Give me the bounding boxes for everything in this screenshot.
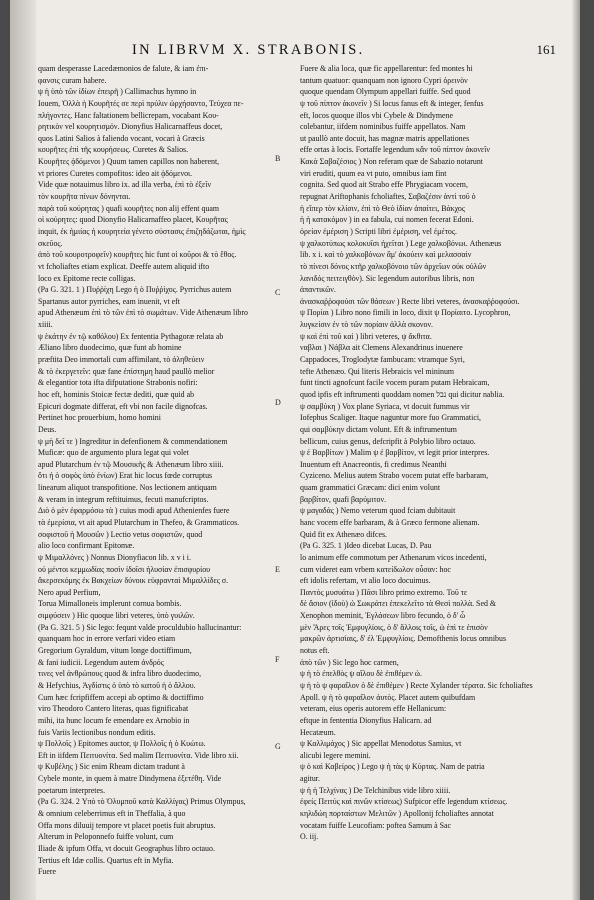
text-line: κηλιδώη πορταίστων Μελιτῶν ) Apollonij fcholiaftes annotat	[300, 809, 494, 818]
text-line: λανιδός πειτειγθὸν). Sic legendum autoribus libris, non	[300, 273, 475, 283]
text-line: & elegantior tota ifta difputatione Strabonis nofiri:	[38, 378, 198, 388]
text-line: lib. x i. καὶ τὸ χαλκοβόνων ἅμ' ἀκούειν καὶ μελασσαίν	[300, 250, 472, 260]
text-line: poetarum interpretes.	[38, 785, 106, 795]
text-line: Alterum in Peloponnefo fuiffe volunt, cum	[38, 832, 174, 842]
text-line: (Pa G. 324. 2 Υπὸ τὸ Ὀλυμποῦ κατὰ Καλλίγας) Primus Olympus,	[38, 797, 246, 807]
text-line: ψ ἐ Βαρβίτων ) Malim ψ ἐ βαρβίτον, vt legit prior interpres.	[300, 448, 490, 458]
text-line: & veram in integrum reftituimus, fecuti manufcriptos.	[38, 494, 209, 504]
text-line: apud Plutarchum ἐν τῷ Μουσικῆς & Athenæum libro xiiii.	[38, 459, 224, 469]
margin-letter: B	[275, 154, 281, 163]
text-line: ὅτι ἡ ὁ σοφὸς ὑπὸ ἐνίων) Erat hic locus fœde corruptus	[38, 471, 213, 481]
text-line: Pertinet hoc prouerbium, homo homini	[38, 413, 161, 423]
text-line: σοφιστοῦ ἡ Μουσῶν ) Lectio vetus σοφιστῶν, quod	[38, 529, 203, 539]
text-line: ψ ἡ τὸ ψ φαραΐλον ὁ δὲ ἐπιθέμεν ) Recte Xylander τέρατα. Sic fcholiaftes	[300, 680, 533, 690]
text-line: ρητικὸν vel κουρητισμόν. Dionyfius Halicarnaffeus docet,	[38, 122, 223, 132]
text-line: viri eruditi, quum ea vt puto, omnibus iam fint	[300, 168, 447, 178]
text-line: hanc vocem effe barbaram, & à Græco fermone alienam.	[300, 517, 480, 527]
text-line: Cyziceno. Melius autem Strabo vocem putat effe barbaram,	[300, 471, 489, 481]
text-line: ψ καὶ ἐπὶ τοῦ καὶ ) libri veteres, ψ ἄκθιτα.	[300, 331, 432, 341]
text-line: ψ χαλκοτύπως κολοκυῖσι ἠχεῖται ) Lege χαλκοβόνωι. Athenæus	[300, 238, 502, 248]
text-line: præftita Deo immortali cum affimilant, τὸ ἀληθεύειν	[38, 355, 205, 365]
text-line: tantum quatuor: quanquam non ignoro Cypri ὀρεινὸν	[300, 75, 468, 85]
page-number: 161	[536, 42, 556, 57]
text-line: tefte Athenæo. Qui literis Hebraicis vel mininum	[300, 366, 455, 376]
text-line: Nero apud Perfium,	[38, 587, 101, 597]
text-line: agitur.	[300, 774, 320, 784]
left-column	[38, 63, 270, 878]
text-line: ψ σαμβύκη ) Vox plane Syriaca, vt docuit fummus vir	[300, 401, 470, 411]
text-line: notus eft.	[300, 646, 330, 656]
text-line: ἄκερσεκόμης ἐκ Βακχείων δύνοικ εὐφρανταὶ Μιμαλλίδες σ.	[38, 576, 229, 586]
text-line: viro Theodoro Cantero literas, quas fignificabat	[38, 704, 189, 714]
text-line: lo animum effe commotum per Athenarum vicos incedenti,	[300, 552, 487, 562]
text-line: πλήγοντες. Hanc faltationem bellicrepam, vocabant Κου-	[38, 110, 219, 120]
text-line: ναβλαι ) Νάβλα ait Clemens Alexandrinus inuenere	[300, 343, 463, 353]
text-line: eftque in fententia Dionyfius Halicarn. ad	[300, 715, 432, 725]
text-line: Cybele monte, in quem à matre Dindymena ἐξετέθη. Vide	[38, 774, 222, 784]
text-line: (Pa G. 325. 1 )Ideo dicebat Lucas, D. Pau	[300, 541, 432, 551]
text-line: ψ ἑκάτην ἐν τῷ καθόλου) Ex fententia Pythagoræ relata ab	[38, 331, 224, 341]
text-line: Κακὰ Σαβαζέσιος ) Non referam quæ de Sabazio notarunt	[300, 157, 483, 167]
text-line: τὸν κουρῆτα πίνων δόνηνται.	[38, 192, 131, 202]
text-line: veteram, eius operis autorem effe Hellanicum:	[300, 704, 447, 714]
text-line: Inuentum eft Anacreontis, fi credimus Neanthi	[300, 459, 447, 469]
text-line: & τὸ ἐκεργετεῖν: quæ fane ἐπίστημη haud paullò melior	[38, 366, 215, 376]
text-line: apud Athenæum ἐπὶ τὸ τῶν ἐπὶ τὸ σωμάτων. Vide Athenæum libro	[38, 308, 248, 318]
text-line: μακρῶν ἀρτισίαις, δ' ἐλ Ἐμφυγλίοις. Demofthenis locus omnibus	[300, 634, 507, 644]
text-line: Æliano libro duodecimo, quæ funt ab homine	[38, 343, 182, 353]
text-line: Fuere	[38, 867, 56, 877]
margin-letter: C	[275, 288, 281, 297]
text-line: ὀρείαν ἐμέριση ) Scripti libri ἐμέριση, vel ἐμέτος.	[300, 226, 457, 236]
text-line: Gregorium Gyraldum, vitum longe doctiffimum,	[38, 646, 192, 656]
text-line: Torua Mimalloneis implerunt cornua bombis.	[38, 599, 182, 609]
page-header	[40, 42, 556, 62]
text-line: loco ex Epitome recte colligas.	[38, 273, 136, 283]
text-line: ψ Πορίαι ) Libro nono fimili in loco, dixit ψ Πορίαιτο. Lycophron,	[300, 308, 511, 318]
text-line: ψ μὴ δεῖ τε ) Ingreditur in defenfionem & commendationem	[38, 436, 228, 446]
text-line: φανσις curam habere.	[38, 75, 107, 85]
text-line: quos Latini Salios à faliendo vocant, vocari à Græcis	[38, 133, 205, 143]
text-line: bellicum, cuius genus, defcripfit à Polybio libro octauo.	[300, 436, 476, 446]
text-line: cognita. Sed quod ait Strabo effe Phrygiacam vocem,	[300, 180, 468, 190]
text-line: vt priores Curetes compofitos: ideo ait ᾀδόμενοι.	[38, 168, 193, 178]
text-line: fuis Variis lectionibus nondum editis.	[38, 727, 156, 737]
text-line: (Pa G. 321. 5 ) Sic lego: fequnt valde proculdubio hallucinantur:	[38, 622, 242, 632]
text-line: quanquam hoc in errore verfari video etiam	[38, 634, 176, 644]
page-binding-shadow	[10, 0, 36, 900]
text-line: ἀπὸ τῶν ) Sic lego hoc carmen,	[300, 657, 399, 667]
text-line: Fuere & alia loca, quæ fic appellarentur: fed montes hi	[300, 64, 473, 73]
text-line: ψ τοῦ πίπτον ἀκονεῖν ) Si locus fanus eft & integer, fenfus	[300, 98, 484, 108]
text-line: Xenophon meminit, Ἐγλάσεων libro fecundo, ὁ δ' ὦ	[300, 611, 466, 621]
text-line: Spartanus autor pyrriches, eam inuenit, vt eft	[38, 296, 180, 306]
text-line: ψ ἡ τὸ ἐπελθὸς ψ αἴλου δὲ ἐπιθέμεν ὡ.	[300, 669, 422, 679]
text-line: ψ μαγαδάς ) Nemo veterum quod fciam dubitauit	[300, 506, 456, 516]
text-line: Eft in iifdem Πειτυονίτα. Sed malim Πειτυονίτα. Vide libro xii.	[38, 750, 239, 760]
text-line: ψ ἡ ὑπὸ τῶν ἰδίων ἐπειρῆ ) Callimachus hymno in	[38, 87, 197, 97]
text-line: ψ ἡ ἡ Τελχίνας ) De Telchinibus vide libro xiiii.	[300, 785, 451, 795]
text-line: colebantur, iifdem nominibus fuiffe appellatos. Nam	[300, 122, 466, 132]
text-line: Muficæ: quo de argumento plura legat qui volet	[38, 448, 189, 458]
text-line: alio loco confirmant Epitomæ.	[38, 541, 135, 551]
text-line: & fani iudicii. Legendum autem ἀνδρός	[38, 657, 164, 667]
margin-letter: D	[275, 398, 281, 407]
text-line: quam grammatici Græcam: dici enim volunt	[300, 483, 441, 493]
text-line: βαρβίτον, quafi βαρύμιτον.	[300, 494, 387, 504]
text-line: Διὸ ὁ μὲν ἐφαρμόσω τὰ ) cuius modi apud Athenienfes fuere	[38, 506, 230, 516]
text-line: τὰ ἐμερίσια, vt ait apud Plutarchum in Thefeo, & Grammaticos.	[38, 517, 240, 527]
text-line: ψ Μιμαλλόνες ) Nonnus Dionyfiacon lib. x v i i.	[38, 552, 191, 562]
text-line: ἀπαντικῶν.	[300, 285, 336, 295]
text-line: λυγκείσιν ἐν τὸ τῶν πορίαιν ἀλλὰ σκονον.	[300, 320, 433, 330]
text-line: (Pa G. 321. 1 ) Πυῤῥίχη Lego ἡ ὁ Πυῤῥίχος. Pyrrichus autem	[38, 285, 232, 295]
text-line: cum videret eam vrbem κατείδωλον οὖσαν: hoc	[300, 564, 451, 574]
text-line: τινες vel ἀνθρώπους quod & infra libro duodecimo,	[38, 669, 202, 679]
book-page	[10, 0, 580, 900]
running-title: IN LIBRVM X. STRABONIS.	[132, 42, 365, 58]
text-line: ψ Κυβέλης ) Sic enim Rheam dictam tradunt à	[38, 762, 185, 772]
text-line: Κουρῆτες ᾀδόμενοι ) Quum tamen capillos non haberent,	[38, 157, 220, 167]
text-line: repugnat Ariftophanis fcholiaftes, Σαβαζέσιν ἀντὶ τοῦ ὁ	[300, 192, 476, 202]
text-line: ἀνασκαῤῥοφούσι τῶν θάσεων ) Recte libri veteres, ἀνασκαῤῥοφούσι.	[300, 296, 520, 306]
text-line: σκεῦος.	[38, 238, 63, 248]
text-line: Apoll. ψ ἡ τὸ φαραΐλον ἀυτὸς. Placet autem quibufdam	[300, 692, 476, 702]
text-line: mihi, ita hunc locum fe emendare ex Arnobio in	[38, 715, 190, 725]
text-line: Quid fit ex Athenæo difces.	[300, 529, 388, 539]
text-line: Iliade & ipfum Offa, vt docuit Geographus libro octauo.	[38, 843, 215, 853]
margin-letter: G	[275, 742, 281, 751]
text-line: funt tincti agnofcunt facile vocem puram putam Hebraicam,	[300, 378, 490, 388]
text-line: vocatam fuiffe Leucofiam: poftea Samum à Sac	[300, 820, 452, 830]
page-edge-shadow	[572, 0, 580, 900]
text-line: τὸ πίνεσι δόνος κτῆρ χαλκοβόνοιο τῶν ἀρχεῖων οὐκ οὐλῶν	[300, 261, 487, 271]
margin-letter: F	[275, 655, 280, 664]
text-line: Iouem, Ὀλλὰ ἡ Κουρῆτές σε περὶ πρύλιν ὠρχήσαντο, Τεύχεα πε-	[38, 98, 244, 108]
text-line: eft idolis refertam, vt alio loco docuimus.	[300, 576, 431, 586]
text-line: ψ ὁ καὶ Καβείρος ) Lego ψ ἡ τὰς ψ Κύρτας. Nam de patria	[300, 762, 485, 772]
text-line: οὐ μέντοι κεμμωδίας ποσὶν ἰδοῖσι ἡλυσίαν ἐπισφυρίου	[38, 564, 211, 574]
text-line: O. iij.	[300, 832, 319, 842]
text-line: & omnium celeberrimus eft in Theffalia, à quo	[38, 809, 186, 818]
text-line: effe ortas à locis. Fortaffe legendum κἂν τοῦ πίπτον ἀκονεῖν	[300, 145, 490, 155]
text-line: Παντὸς μυσυάτω ) Πᾶσι libro primo extremo. Τοῦ τε	[300, 587, 468, 597]
text-line: κουρῆτες ἐπὶ τῆς κουρήσεως. Curetes & Salios.	[38, 145, 189, 155]
margin-letter: E	[275, 565, 280, 574]
text-line: Vide quæ notauimus libro ix. ad illa verba, ἐπὶ τὸ ἐξεῖν	[38, 180, 212, 190]
text-line: δὲ ἅσιον (ἰδοὺ) ὡ Σωκράτει ἐπεκελεῖτο τὰ Θεσὶ πολλὰ. Sed &	[300, 599, 496, 609]
text-line: ψ Πολλοῖς ) Epitomes auctor, ψ Πολλοῖς ἡ ὁ Κυώτω.	[38, 739, 206, 749]
text-line: qui σαμβύκην dictam volunt. Eft & inftrumentum	[300, 424, 457, 434]
text-line: inquit, ἐκ ἡμιίας ἡ κουρητεία γένετο σύστασις ἐπιζηδάζωται, ἡμὶς	[38, 226, 246, 236]
text-line: Hecatæum.	[300, 727, 336, 737]
text-line: ἡ ἡ κατακόμον ) in ea fabula, cui nomen fecerat Edoni.	[300, 215, 474, 225]
text-line: οἱ κούρητες: quod Dionyfio Halicarnaffeo placet, Κουρῆτας	[38, 215, 228, 225]
text-line: ψ Καλλιμάχος ) Sic appellat Menodotus Samius, vt	[300, 739, 462, 749]
text-line: Epicuri dogmate differat, eft vbi non facile dignofcas.	[38, 401, 208, 411]
text-line: Iofephus Scaliger. Itaque naguntur more fuo Grammatici,	[300, 413, 481, 423]
text-line: Tertius eft Idæ collis. Quartus eft in Myfia.	[38, 855, 174, 865]
text-line: σιμφύσειν ) Hic quoque libri veteres, ὑπὸ γυιλῶν.	[38, 611, 195, 621]
text-line: quam desperasse Lacedæmonios de falute, & iam ἐπι-	[38, 64, 209, 73]
text-line: hoc eft, hominis Stoicæ fectæ dediti, quæ quid ab	[38, 389, 195, 399]
text-line: Offa mons diluuij tempore vt placet poetis fuit abruptus.	[38, 820, 216, 830]
text-line: eft, locos quoque illos vbi Cybele & Dindymene	[300, 110, 453, 120]
text-line: Cum hæc fcripfiffem accepi ab optimo & doctiffimo	[38, 692, 204, 702]
text-line: ἐφείς Πειτύς καὶ πινῶν κτίσεως) Sufpicor effe legendum κτίσεως.	[300, 797, 508, 807]
text-line: Cappadoces, Troglodytæ fambucam: vtramque Syri,	[300, 355, 465, 365]
text-line: ut paullò ante docuit, has magnæ matris appellationes	[300, 133, 470, 143]
text-line: Deus.	[38, 424, 57, 434]
text-line: quod ipfis eft inftrumenti quoddam nomen נבל qui dicitur nablia.	[300, 389, 505, 399]
text-line: μὲν Ἄρες τοῖς Ἐμφυγλίοις, ὁ δ' ἅλλοις τοῖς, ὡ ἐπὶ τε ἐπισὸν	[300, 622, 488, 632]
text-line: vt fcholiaftes etiam explicat. Deeffe autem aliquid ifto	[38, 261, 210, 271]
text-line: quoque quendam Olympum appellari fuiffe. Sed quod	[300, 87, 471, 97]
text-line: alicubi legere memini.	[300, 750, 371, 760]
text-line: xiiii.	[38, 320, 53, 330]
text-line: ἀπὸ τοῦ κουροτροφεῖν) κουρῆτες hic funt οἱ κοῦροι & τὸ ἔθος.	[38, 250, 237, 260]
text-line: & Hefychius, Ἀγδίστις ὁ ὑπὸ τὸ κατοῦ ἡ ὁ ἄλλου.	[38, 680, 196, 690]
right-column	[300, 63, 558, 843]
text-line: ἡ εἴπερ τὸν κλίσιν, ἐπὶ τὸ Θεὸ ἰδίαν ἀπαίτει, Βάκχος	[300, 203, 465, 213]
text-line: παρὰ τοῦ κούρητας ) quafi κουρῆτες non alij effent quam	[38, 203, 219, 213]
text-line: linearum aliquot transpofitione. Nos lectionem antiquam	[38, 483, 217, 493]
